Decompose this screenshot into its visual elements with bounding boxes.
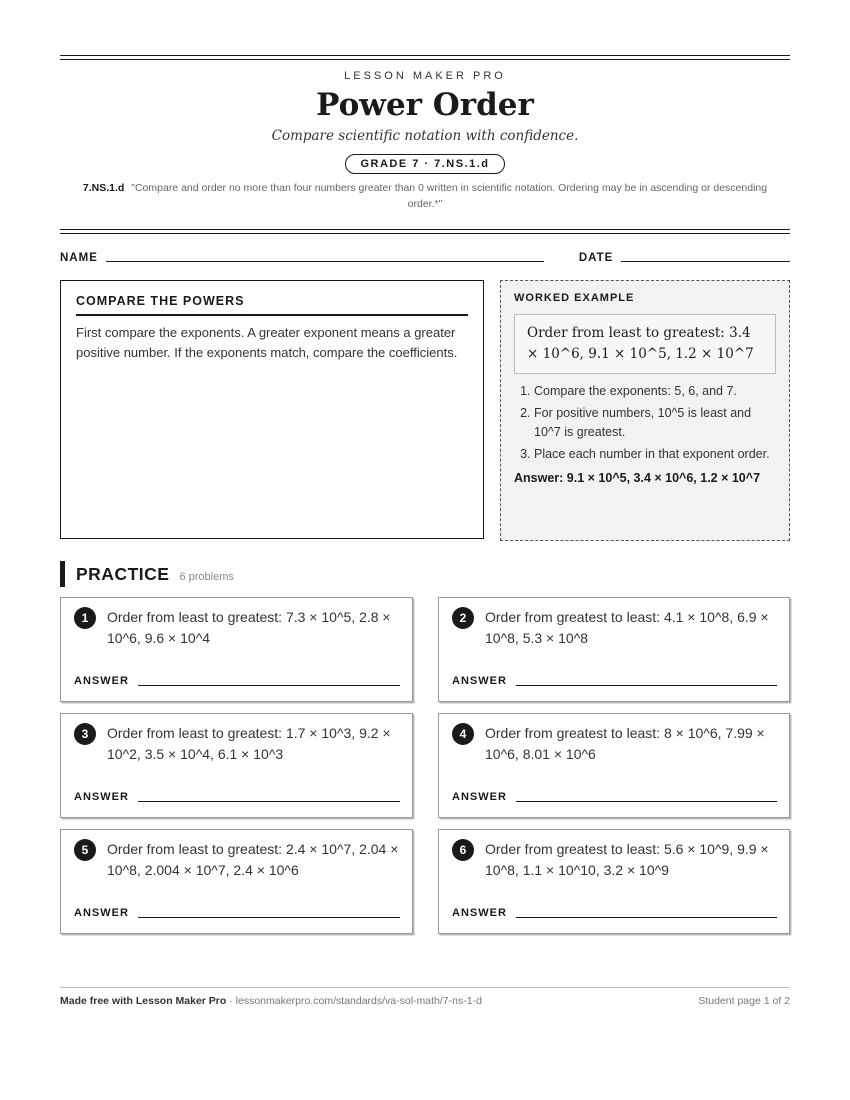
problem-text: Order from least to greatest: 7.3 × 10^5, 2.8 × 10^6, 9.6 × 10^4 bbox=[107, 609, 391, 646]
footer-credit bbox=[60, 995, 482, 1007]
answer-field[interactable] bbox=[516, 917, 777, 918]
worked-example-panel bbox=[500, 280, 790, 541]
answer-label: ANSWER bbox=[74, 791, 129, 803]
name-label: NAME bbox=[60, 252, 98, 264]
problem-number: 6 bbox=[452, 839, 474, 861]
answer-label: ANSWER bbox=[452, 791, 507, 803]
problem-text: Order from greatest to least: 4.1 × 10^8, 6.9 × 10^8, 5.3 × 10^8 bbox=[485, 609, 769, 646]
problem-card bbox=[438, 713, 790, 818]
worked-example-title: WORKED EXAMPLE bbox=[514, 292, 635, 304]
answer-label: ANSWER bbox=[452, 907, 507, 919]
problem-card bbox=[60, 829, 413, 934]
worked-step: 3. Place each number in that exponent order. bbox=[534, 445, 776, 465]
problem-text: Order from greatest to least: 8 × 10^6, 7.99 × 10^6, 8.01 × 10^6 bbox=[485, 725, 765, 762]
name-date-row bbox=[60, 252, 790, 264]
standard-description bbox=[60, 180, 790, 212]
problem-number: 2 bbox=[452, 607, 474, 629]
problem-number: 3 bbox=[74, 723, 96, 745]
problem-number: 1 bbox=[74, 607, 96, 629]
compare-title: COMPARE THE POWERS bbox=[76, 294, 468, 316]
problem-number: 5 bbox=[74, 839, 96, 861]
page-title: Power Order bbox=[316, 87, 534, 123]
worked-example-steps bbox=[514, 382, 776, 464]
page-footer bbox=[60, 987, 790, 1007]
problem-card bbox=[60, 713, 413, 818]
compare-panel bbox=[60, 280, 484, 539]
practice-title: PRACTICE bbox=[76, 564, 170, 584]
standard-code: 7.NS.1.d bbox=[82, 182, 125, 194]
standard-text: "Compare and order no more than four numbers greater than 0 written in scientific notation. Ordering may be in ascending or descending order.*" bbox=[131, 182, 768, 210]
answer-label: ANSWER bbox=[74, 907, 129, 919]
compare-body: First compare the exponents. A greater exponent means a greater positive number. If the exponents match, compare the coefficients. bbox=[76, 325, 458, 360]
worked-step: 2. For positive numbers, 10^5 is least and 10^7 is greatest. bbox=[534, 404, 776, 443]
grade-badge: GRADE 7 · 7.NS.1.d bbox=[345, 154, 504, 174]
footer-url[interactable]: · lessonmakerpro.com/standards/va-sol-math/7-ns-1-d bbox=[226, 995, 482, 1007]
problem-card bbox=[438, 829, 790, 934]
worked-step: 1. Compare the exponents: 5, 6, and 7. bbox=[534, 382, 776, 402]
answer-label: ANSWER bbox=[452, 675, 507, 687]
date-field[interactable] bbox=[621, 260, 790, 262]
worked-example-question: Order from least to greatest: 3.4 × 10^6, 9.1 × 10^5, 1.2 × 10^7 bbox=[514, 314, 776, 374]
answer-field[interactable] bbox=[138, 685, 400, 686]
practice-problems bbox=[60, 597, 790, 934]
answer-field[interactable] bbox=[138, 917, 400, 918]
problem-text: Order from least to greatest: 1.7 × 10^3, 9.2 × 10^2, 3.5 × 10^4, 6.1 × 10^3 bbox=[107, 725, 391, 762]
name-field[interactable] bbox=[106, 260, 544, 262]
answer-field[interactable] bbox=[516, 685, 777, 686]
footer-made-with: Made free with Lesson Maker Pro bbox=[60, 995, 227, 1007]
worked-example-answer: Answer: 9.1 × 10^5, 3.4 × 10^6, 1.2 × 10^7 bbox=[514, 471, 761, 485]
problem-text: Order from greatest to least: 5.6 × 10^9, 9.9 × 10^8, 1.1 × 10^10, 3.2 × 10^9 bbox=[485, 841, 769, 878]
top-rule bbox=[60, 55, 790, 60]
brand-name: LESSON MAKER PRO bbox=[344, 70, 506, 82]
worksheet-page bbox=[60, 55, 790, 934]
problem-number: 4 bbox=[452, 723, 474, 745]
practice-header bbox=[60, 561, 790, 587]
practice-count: 6 problems bbox=[179, 571, 234, 583]
answer-field[interactable] bbox=[138, 801, 400, 802]
problem-text: Order from least to greatest: 2.4 × 10^7, 2.04 × 10^8, 2.004 × 10^7, 2.4 × 10^6 bbox=[107, 841, 399, 878]
problem-card bbox=[60, 597, 413, 702]
page-subtitle: Compare scientific notation with confidence. bbox=[271, 128, 579, 144]
header-bottom-rule bbox=[60, 229, 790, 234]
footer-page-number: Student page 1 of 2 bbox=[698, 995, 790, 1007]
answer-label: ANSWER bbox=[74, 675, 129, 687]
date-label: DATE bbox=[578, 252, 614, 264]
answer-field[interactable] bbox=[516, 801, 777, 802]
problem-card bbox=[438, 597, 790, 702]
